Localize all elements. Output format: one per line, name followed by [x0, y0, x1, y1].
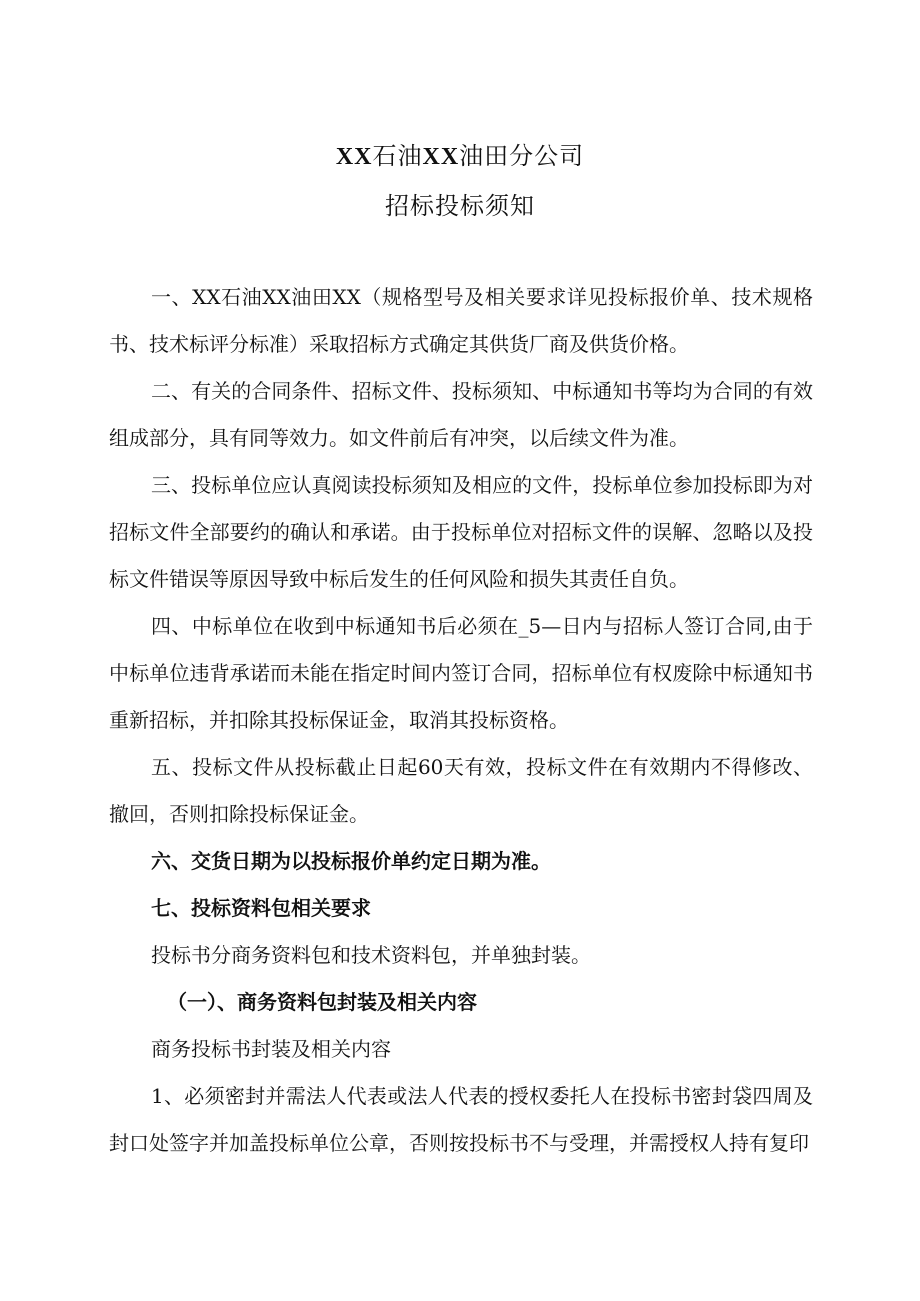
paragraph-7-heading: 七、投标资料包相关要求	[151, 896, 371, 920]
paragraph-11: 1、必须密封并需法人代表或法人代表的授权委托人在投标书密封袋四周及封口处签字并加盖投标单位公章，否则按投标书不与受理，并需授权人持有复印	[109, 1084, 813, 1155]
paragraph-4: 四、中标单位在收到中标通知书后必须在_5—日内与招标人签订合同,由于中标单位违背承诺而未能在指定时间内签订合同，招标单位有权废除中标通知书重新招标，并扣除其投标保证金，取消其投标资格。	[109, 614, 813, 732]
title-part-1: 石油	[372, 142, 423, 170]
document-title	[0, 136, 920, 171]
document-subtitle: 招标投标须知	[385, 192, 535, 220]
paragraph-6-heading: 六、交货日期为以投标报价单约定日期为准。	[151, 849, 551, 873]
paragraph-3: 三、投标单位应认真阅读投标须知及相应的文件，投标单位参加投标即为对招标文件全部要约的确认和承诺。由于投标单位对招标文件的误解、忽略以及投标文件错误等原因导致中标后发生的任何风险和损失其责任自负。	[109, 473, 813, 591]
title-part-2: 油田分公司	[459, 142, 585, 170]
paragraph-5: 五、投标文件从投标截止日起60天有效，投标文件在有效期内不得修改、撤回，否则扣除投标保证金。	[109, 755, 813, 826]
paragraph-8: 投标书分商务资料包和技术资料包，并单独封装。	[151, 943, 591, 967]
paragraph-2: 二、有关的合同条件、招标文件、投标须知、中标通知书等均为合同的有效组成部分，具有同等效力。如文件前后有冲突，以后续文件为准。	[109, 379, 813, 450]
paragraph-10: 商务投标书封装及相关内容	[151, 1037, 391, 1061]
title-xx-2: XX	[422, 144, 460, 170]
title-xx-1: XX	[335, 144, 373, 170]
paragraph-1: 一、XX石油XX油田XX（规格型号及相关要求详见投标报价单、技术规格书、技术标评分标准）采取招标方式确定其供货厂商及供货价格。	[109, 285, 813, 356]
document-body	[109, 274, 813, 1167]
section-subheading: （一）、商务资料包封装及相关内容	[167, 990, 477, 1014]
